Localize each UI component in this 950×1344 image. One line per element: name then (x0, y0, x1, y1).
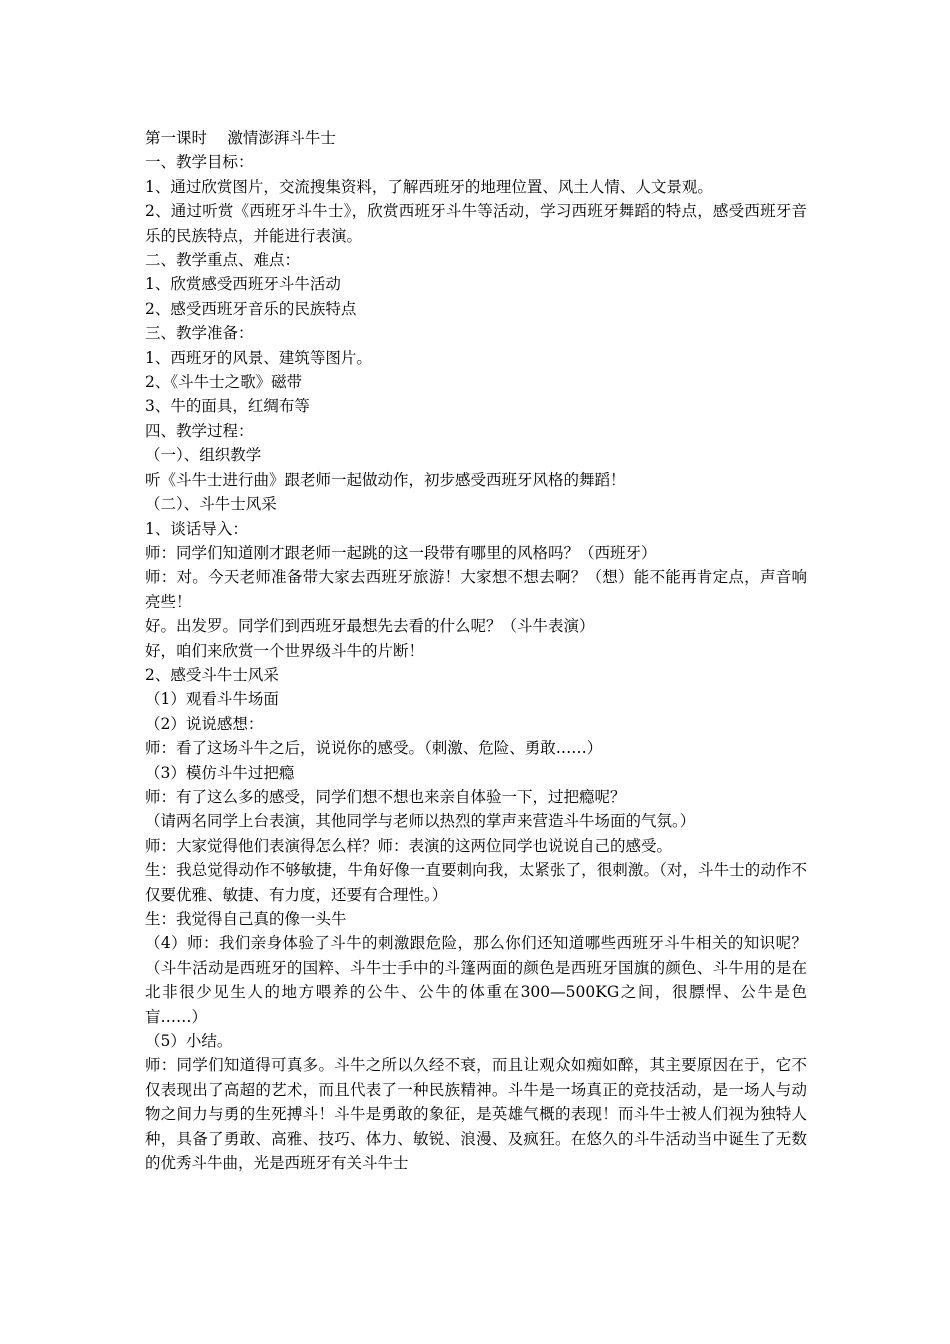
paragraph: 2、通过听赏《西班牙斗牛士》，欣赏西班牙斗牛等活动，学习西班牙舞蹈的特点，感受西班牙音乐的民族特点，并能进行表演。 (145, 202, 807, 245)
paragraph: 师：有了这么多的感受，同学们想不想也来亲自体验一下，过把瘾呢？ (145, 787, 626, 806)
paragraph: 3、牛的面具，红绸布等 (145, 397, 310, 416)
section-heading-goals: 一、教学目标： (145, 153, 254, 172)
paragraph: 1、西班牙的风景、建筑等图片。 (145, 348, 372, 367)
paragraph: 1、欣赏感受西班牙斗牛活动 (145, 275, 341, 294)
paragraph: 生：我觉得自己真的像一头牛 (145, 910, 347, 928)
section-heading-process: 四、教学过程： (145, 421, 254, 440)
paragraph: 师：大家觉得他们表演得怎么样？师：表演的这两位同学也说说自己的感受。 (145, 836, 673, 855)
paragraph: （2）说说感想： (145, 714, 264, 733)
paragraph: 1、通过欣赏图片，交流搜集资料，了解西班牙的地理位置、风土人情、人文景观。 (145, 177, 713, 196)
section-heading-preparation: 三、教学准备： (145, 324, 254, 343)
paragraph: 师：看了这场斗牛之后，说说你的感受。（刺激、危险、勇敢……） (145, 739, 603, 758)
paragraph: （4）师：我们亲身体验了斗牛的刺激跟危险，那么你们还知道哪些西班牙斗牛相关的知识呢？（斗牛活动是西班牙的国粹、斗牛士手中的斗篷两面的颜色是西班牙国旗的颜色、斗牛用的是在北非很少见生人的地方喂养的公牛、公牛的体重在300—500KG之间，很膘悍、公牛是色盲……） (145, 934, 807, 1026)
section-heading-key-points: 二、教学重点、难点： (145, 251, 301, 270)
lesson-title: 第一课时 激情澎湃斗牛士 (145, 129, 336, 147)
paragraph: （1）观看斗牛场面 (145, 690, 279, 709)
paragraph: 2、感受西班牙音乐的民族特点 (145, 299, 357, 318)
paragraph: 好，咱们来欣赏一个世界级斗牛的片断！ (145, 641, 425, 660)
paragraph: 生：我总觉得动作不够敏捷，牛角好像一直要刺向我，太紧张了，很刺激。（对，斗牛士的动作不仅要优雅、敏捷、有力度，还要有合理性。） (145, 861, 807, 904)
paragraph: 2、《斗牛士之歌》磁带 (145, 373, 303, 392)
paragraph: 2、感受斗牛士风采 (145, 665, 279, 684)
paragraph: （5）小结。 (145, 1032, 233, 1051)
paragraph: （请两名同学上台表演，其他同学与老师以热烈的掌声来营造斗牛场面的气氛。） (145, 812, 696, 831)
paragraph: 好。出发罗。同学们到西班牙最想先去看的什么呢？（斗牛表演） (145, 617, 595, 636)
subsection-heading: （二）、斗牛士风采 (145, 495, 277, 514)
paragraph: 师：同学们知道得可真多。斗牛之所以久经不衰，而且让观众如痴如醉，其主要原因在于，它不仅表现出了高超的艺术，而且代表了一种民族精神。斗牛是一场真正的竞技活动，是一场人与动物之间力与勇的生死搏斗！斗牛是勇敢的象征，是英雄气概的表现！而斗牛士被人们视为独特人种，具备了勇敢、高雅、技巧、体力、敏锐、浪漫、及疯狂。在悠久的斗牛活动当中诞生了无数的优秀斗牛曲，光是西班牙有关斗牛士 (145, 1056, 807, 1173)
paragraph: 师：同学们知道刚才跟老师一起跳的这一段带有哪里的风格吗？（西班牙） (145, 543, 657, 562)
paragraph: 听《斗牛士进行曲》跟老师一起做动作，初步感受西班牙风格的舞蹈！ (145, 470, 626, 489)
paragraph: 1、谈话导入： (145, 519, 248, 538)
subsection-heading: （一）、组织教学 (145, 446, 262, 465)
document-page (145, 126, 807, 1175)
paragraph: 师：对。今天老师准备带大家去西班牙旅游！大家想不想去啊？（想）能不能再肯定点，声音响亮些！ (145, 568, 807, 611)
paragraph: （3）模仿斗牛过把瘾 (145, 763, 295, 782)
